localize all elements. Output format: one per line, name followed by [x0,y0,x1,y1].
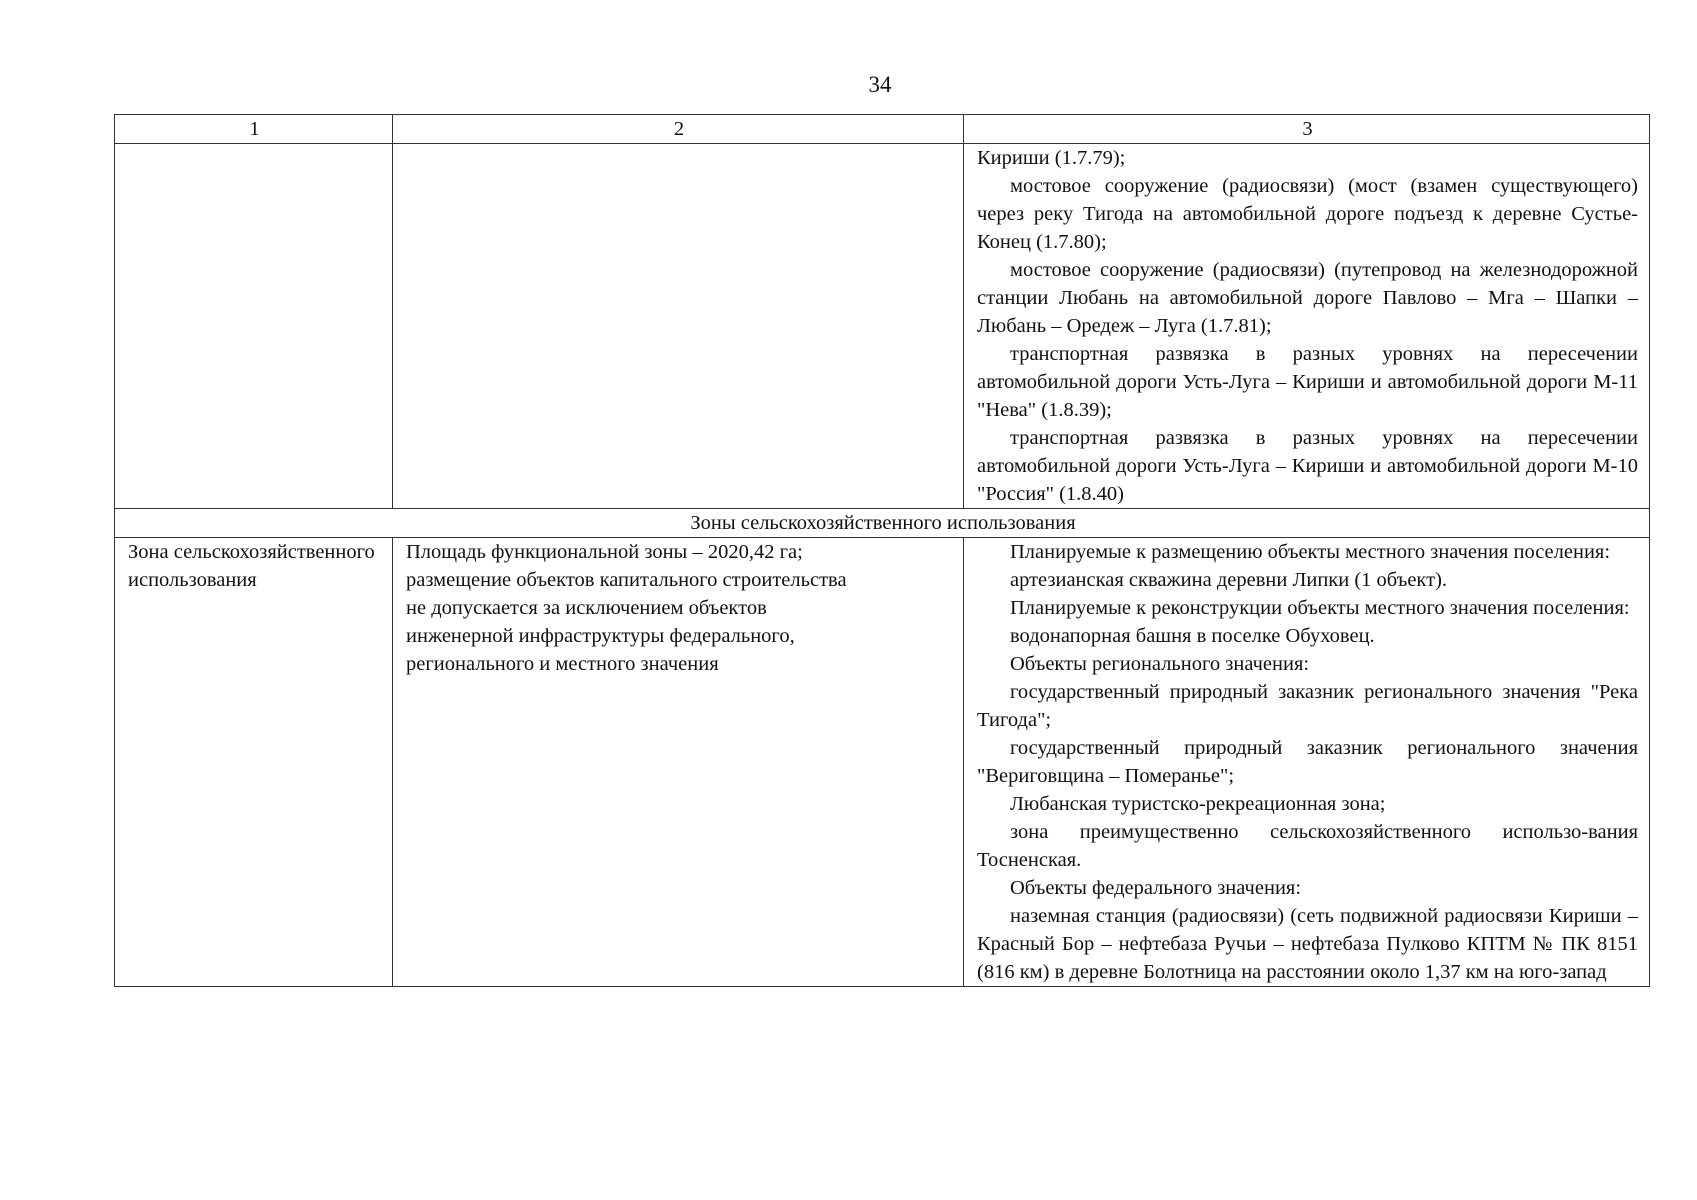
object-item: мостовое сооружение (радиосвязи) (путепровод на железнодорожной станции Любань на автомобильной дороге Павлово – Мга – Шапки – Любань – Оредеж – Луга (1.7.81); [977,259,1638,337]
object-item: Кириши (1.7.79); [977,147,1126,169]
parameter-line: размещение объектов капитального строительства [406,569,847,591]
zone-name: Зона сельскохозяйственного использования [128,541,375,591]
table-header-row [115,115,1650,144]
object-item: Объекты федерального значения: [1010,877,1302,899]
object-item: мостовое сооружение (радиосвязи) (мост (взамен существующего) через реку Тигода на автомобильной дороге подъезд к деревне Сустье-Конец (1.7.80); [977,175,1638,253]
parameter-line: инженерной инфраструктуры федерального, [406,625,795,647]
column-header-1: 1 [115,115,393,144]
object-item: транспортная развязка в разных уровнях на пересечении автомобильной дороги Усть-Луга – Кириши и автомобильной дороги М-11 "Нева" (1.8.39); [977,343,1638,421]
cell-empty-2 [393,144,964,509]
table-row-continued [115,144,1650,509]
object-item: Объекты регионального значения: [1010,653,1310,675]
object-item: Любанская туристско-рекреационная зона; [1010,793,1386,815]
object-item: Планируемые к реконструкции объекты местного значения поселения: [1010,597,1630,619]
object-item: водонапорная башня в поселке Обуховец. [1010,625,1375,647]
object-item: артезианская скважина деревни Липки (1 объект). [1010,569,1448,591]
zone-objects-cell [964,538,1650,987]
page-number: 34 [868,72,892,97]
zone-parameters-cell [393,538,964,987]
zone-name-cell [115,538,393,987]
object-item: Планируемые к размещению объекты местного значения поселения: [1010,541,1611,563]
table-row-zone [115,538,1650,987]
object-item: транспортная развязка в разных уровнях на пересечении автомобильной дороги Усть-Луга – Кириши и автомобильной дороги М-10 "Россия" (1.8.40) [977,427,1638,505]
cell-empty-1 [115,144,393,509]
zones-table [114,114,1650,987]
parameter-line: регионального и местного значения [406,653,719,675]
cell-objects-continued [964,144,1650,509]
section-heading: Зоны сельскохозяйственного использования [115,509,1650,538]
object-item: зона преимущественно сельскохозяйственного использо-вания Тосненская. [977,821,1638,871]
object-item: государственный природный заказник регионального значения "Река Тигода"; [977,681,1638,731]
column-header-3: 3 [964,115,1650,144]
section-heading-row [115,509,1650,538]
parameter-line: Площадь функциональной зоны – 2020,42 га; [406,541,803,563]
object-item: государственный природный заказник регионального значения "Вериговщина – Померанье"; [977,737,1638,787]
parameter-line: не допускается за исключением объектов [406,597,767,619]
column-header-2: 2 [393,115,964,144]
object-item: наземная станция (радиосвязи) (сеть подвижной радиосвязи Кириши – Красный Бор – нефтебаза Ручьи – нефтебаза Пулково КПТМ № ПК 8151 (816 км) в деревне Болотница на расстоянии около 1,37 км на юго-запад [977,905,1638,983]
